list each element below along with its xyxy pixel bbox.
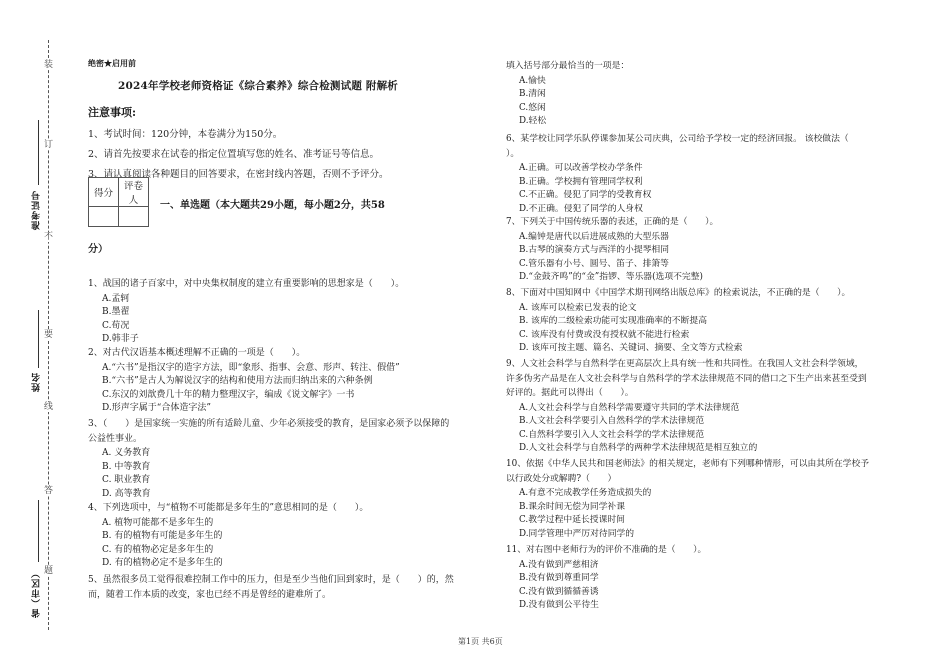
answer-option[interactable]: B.墨翟 [102, 307, 130, 317]
answer-option[interactable]: C.不正确。侵犯了同学的受教育权 [519, 190, 652, 200]
answer-option[interactable]: B.正确。学校拥有管理同学权利 [519, 176, 643, 187]
province-line [38, 500, 39, 562]
answer-option[interactable]: D. 该库可按主题、篇名、关键词、摘要、全文等方式检索 [519, 343, 743, 353]
answer-option[interactable]: A.孟轲 [102, 293, 130, 304]
name-line [38, 310, 39, 368]
binding-margin [0, 0, 80, 671]
name-label: 姓名 [32, 372, 42, 392]
page-title: 2024年学校老师资格证《综合素养》综合检测试题 附解析 [118, 80, 398, 92]
section-heading-cont: 分） [88, 244, 108, 255]
score-cell-label: 得分 [89, 178, 119, 207]
answer-option[interactable]: A.正确。可以改善学校办学条件 [519, 163, 643, 173]
question-stem: 3、（ ）是国家统一实施的所有适龄儿童、少年必须接受的教育，是国家必须予以保障的 [88, 419, 450, 429]
seal-char: 不 [43, 232, 53, 242]
answer-option[interactable]: B. 中等教育 [102, 461, 151, 472]
seal-char: 要 [43, 330, 53, 340]
note-item: 3、请认真阅读各种题目的回答要求，在密封线内答题，否则不予评分。 [88, 169, 389, 180]
answer-option[interactable]: A. 该库可以检索已发表的论文 [519, 302, 637, 313]
answer-option[interactable]: D. 高等教育 [102, 488, 151, 499]
question-stem: 许多伪劣产品是在人文社会科学与自然科学的学术法律规范不同的借口之下生产出来甚至受到 [506, 373, 867, 384]
grader-cell-label: 评卷人 [119, 178, 149, 207]
answer-option[interactable]: C. 职业教育 [102, 475, 151, 485]
answer-option[interactable]: D.不正确。侵犯了同学的人身权 [519, 203, 643, 214]
answer-option[interactable]: D.韩非子 [102, 334, 139, 344]
answer-option[interactable]: A. 植物可能都不是多年生的 [102, 517, 214, 528]
question-stem: 7、下列关于中国传统乐器的表述，正确的是（ ）。 [506, 217, 719, 227]
question-stem: 5、虽然很多员工觉得很难控制工作中的压力，但是至少当他们回到家时，是（ ）的，然 [88, 575, 454, 585]
province-label: 省（市区） [32, 568, 42, 618]
score-cell-blank[interactable] [89, 207, 119, 227]
answer-option[interactable]: A.愉快 [519, 75, 546, 86]
answer-option[interactable]: B.“六书”是古人为解说汉字的结构和使用方法而归纳出来的六种条例 [102, 376, 373, 386]
seal-char: 装 [43, 60, 53, 70]
answer-option[interactable]: B.古琴的演奏方式与西洋的小提琴相同 [519, 245, 670, 255]
question-stem: 1、战国的诸子百家中，对中央集权制度的建立有重要影响的思想家是（ ）。 [88, 279, 405, 289]
secret-mark: 绝密★启用前 [88, 58, 136, 68]
answer-option[interactable]: D. 有的植物必定不是多年生的 [102, 558, 223, 568]
answer-option[interactable]: B. 该库的二级检索功能可实现准确率的不断提高 [519, 316, 707, 326]
answer-option[interactable]: D.同学管理中严厉对待同学的 [519, 528, 635, 539]
section-heading: 一、单选题（本大题共29小题，每小题2分，共58 [160, 200, 385, 211]
grader-cell-blank[interactable] [119, 207, 149, 227]
answer-option[interactable]: A.人文社会科学与自然科学需要遵守共同的学术法律规范 [519, 402, 740, 413]
answer-option[interactable]: A. 义务教育 [102, 448, 151, 458]
answer-option[interactable]: A.“六书”是指汉字的造字方法，即“象形、指事、会意、形声、转注、假借” [102, 362, 400, 373]
answer-option[interactable]: C.自然科学要引入人文社会科学的学术法律规范 [519, 429, 705, 440]
seal-char: 答 [43, 486, 53, 496]
question-stem: 公益性事业。 [88, 433, 143, 444]
question-stem: 6、某学校让同学乐队停课参加某公司庆典，公司给予学校一定的经济回报。 该校做法（ [506, 134, 849, 144]
question-stem: 8、下面对中国知网中《中国学术期刊网络出版总库》的检索说法，不正确的是（ ）。 [506, 288, 851, 298]
exam-number-label: 准考证号 [32, 190, 42, 230]
score-table [88, 177, 149, 227]
exam-number-line [38, 120, 39, 185]
seal-char: 订 [43, 140, 53, 150]
answer-option[interactable]: C.没有做到循循善诱 [519, 586, 599, 597]
answer-option[interactable]: D.“金鼓齐鸣”的“金”指锣、等乐器(选项不完整) [519, 272, 703, 282]
question-stem: 11、对右图中老师行为的评价不准确的是（ ）。 [506, 545, 707, 555]
question-stem: 10、依据《中华人民共和国老师法》的相关规定，老师有下列哪种情形，可以由其所在学校予 [506, 459, 870, 469]
answer-option[interactable]: C. 有的植物必定是多年生的 [102, 544, 214, 555]
answer-option[interactable]: A.编钟是唐代以后进展成熟的大型乐器 [519, 231, 669, 242]
answer-option[interactable]: C.东汉的刘歆费几十年的精力整理汉字，编成《说文解字》一书 [102, 389, 355, 400]
answer-option[interactable]: D.没有做到公平待生 [519, 600, 599, 610]
answer-option[interactable]: B.没有做到尊重同学 [519, 573, 599, 583]
answer-option[interactable]: A.有意不完成教学任务造成损失的 [519, 488, 652, 498]
seal-char: 题 [43, 566, 53, 576]
answer-option[interactable]: C.荀况 [102, 320, 130, 331]
answer-option[interactable]: C.悠闲 [519, 102, 546, 113]
answer-option[interactable]: B.人文社会科学要引入自然科学的学术法律规范 [519, 416, 705, 426]
question-stem: ）。 [506, 148, 520, 159]
answer-option[interactable]: C.教学过程中延长授课时间 [519, 515, 625, 525]
question-stem: 好评的。据此可以得出（ ）。 [506, 388, 634, 398]
note-item: 1、考试时间：120分钟，本卷满分为150分。 [88, 129, 283, 140]
answer-option[interactable]: B.清闲 [519, 89, 546, 99]
answer-option[interactable]: D.轻松 [519, 116, 547, 126]
answer-option[interactable]: A.没有做到严慈相济 [519, 559, 599, 570]
answer-option[interactable]: D.人文社会科学与自然科学的两种学术法律规范是相互独立的 [519, 443, 758, 453]
question-stem: 填入括号部分最恰当的一项是： [506, 61, 630, 71]
question-stem: 而，随着工作本质的改变，家也已经不再是曾经的避难所了。 [88, 589, 332, 600]
notes-heading: 注意事项: [88, 106, 137, 119]
answer-option[interactable]: B. 有的植物有可能是多年生的 [102, 531, 223, 541]
page-number: 第1页 共6页 [458, 637, 503, 646]
question-stem: 4、下列选项中，与“植物不可能都是多年生的”意思相同的是（ ）。 [88, 503, 369, 513]
answer-option[interactable]: C.管乐器有小号、圆号、笛子、排箫等 [519, 258, 669, 269]
answer-option[interactable]: D.形声字属于“合体造字法” [102, 403, 211, 413]
answer-option[interactable]: B.课余时间无偿为同学补课 [519, 501, 626, 512]
seal-char: 线 [43, 402, 53, 412]
question-stem: 9、人文社会科学与自然科学在更高层次上具有统一性和共同性。在我国人文社会科学领域， [506, 359, 864, 369]
note-item: 2、请首先按要求在试卷的指定位置填写您的姓名、准考证号等信息。 [88, 149, 380, 160]
question-stem: 以行政处分或解聘?（ ） [506, 473, 617, 484]
answer-option[interactable]: C. 该库没有付费或没有授权就不能进行检索 [519, 329, 690, 340]
question-stem: 2、对古代汉语基本概述理解不正确的一项是（ ）。 [88, 348, 306, 358]
